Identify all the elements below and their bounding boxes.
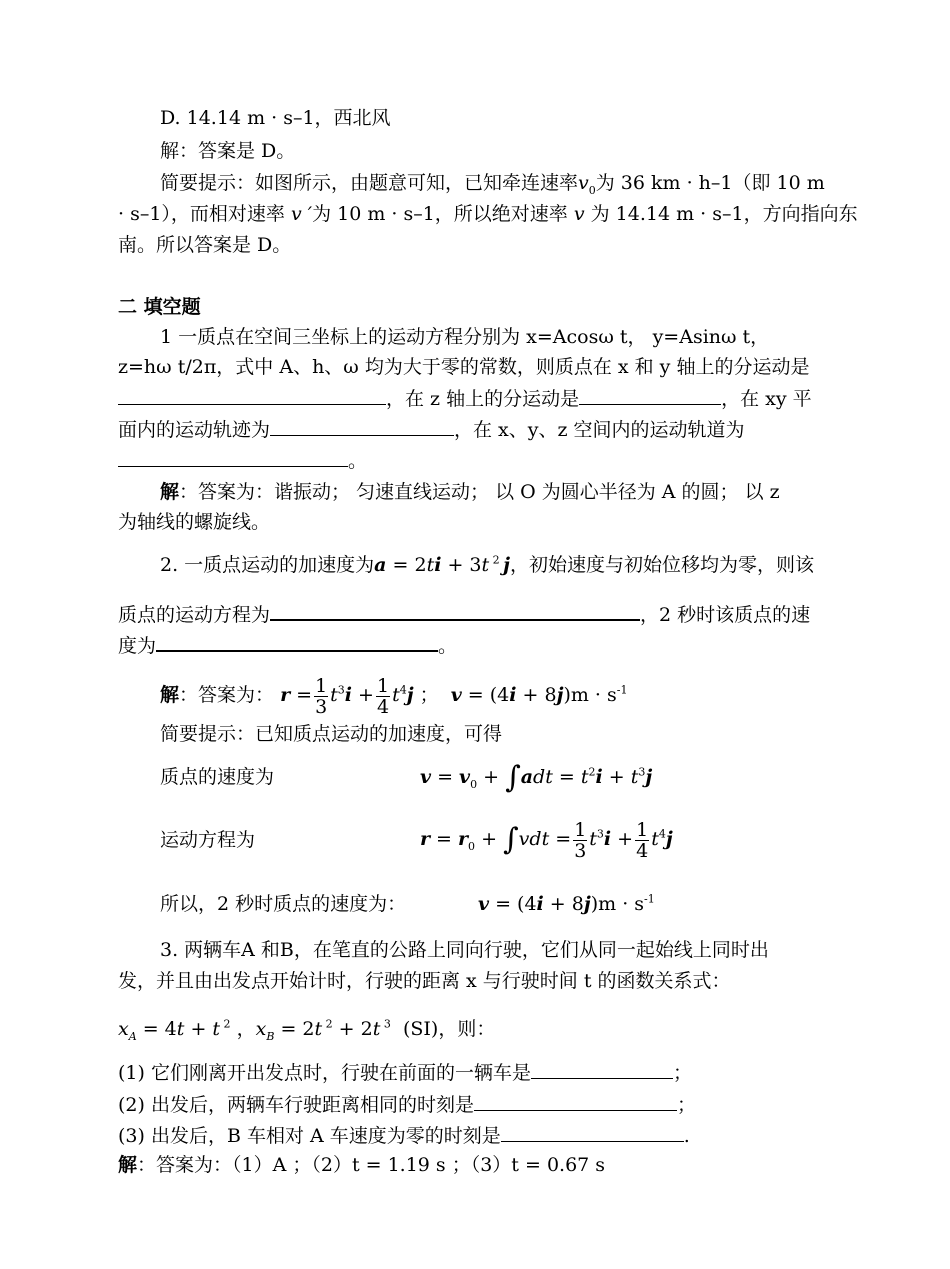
- q3-item-2: (2) 出发后，两辆车行驶距离相同的时刻是 ；: [118, 1094, 696, 1116]
- q3-blank-3[interactable]: [501, 1123, 684, 1142]
- q3-blank-1[interactable]: [531, 1060, 673, 1079]
- q2-blank-1[interactable]: [270, 601, 640, 621]
- accel-formula: a = 2ti + 3t $^2$ j: [374, 553, 511, 576]
- q1-blank-3[interactable]: [270, 417, 454, 436]
- q2-eq-formula: $r = r_0 + \int vdt$ = $\frac{1}{3}$ $t^3i$ + $\frac{1}{4}$ $t^4j$: [420, 818, 673, 862]
- q3-formula: $x_A = 4t + t$ $^2$ ，$x_B = 2t$ $^2$ + 2t $^3$ (SI)，则：: [118, 1017, 496, 1043]
- q2-vel-label: 质点的速度为: [160, 766, 275, 788]
- q3-blank-2[interactable]: [474, 1092, 677, 1111]
- q1-blank-1[interactable]: [118, 386, 386, 405]
- q2-hint: 简要提示：已知质点运动的加速度，可得: [160, 723, 503, 745]
- q2-conclusion-formula: $v = (4i + 8j)m \cdot s^{-1}$: [478, 892, 655, 915]
- q2-conclusion: 所以，2 秒时质点的速度为：: [160, 893, 407, 915]
- hint-line-1: 简要提示：如图所示，由题意可知，已知牵连速率$v_0$为 36 km · h–1（即 10 m: [160, 172, 825, 197]
- q1-line-5: 。: [118, 448, 367, 473]
- q3-item-3: (3) 出发后，B 车相对 A 车速度为零的时刻是 .: [118, 1125, 690, 1147]
- q2-answer: 解：答案为： r = $\frac{1}{3}$ $t^3i$ + $\frac{1}{4}$ $t^4j$ ； $v = (4i + 8j)m \cdot s^{-1}$: [160, 674, 628, 718]
- q1-line-2: z=hω t/2π，式中 A、h、ω 均为大于零的常数，则质点在 x 和 y 轴上的分运动是: [118, 356, 810, 378]
- option-d: D. 14.14 m · s–1，西北风: [160, 107, 391, 129]
- q2-line-3: 度为 。: [118, 632, 457, 658]
- q1-blank-4[interactable]: [118, 448, 348, 467]
- section-title: 二 填空题: [118, 296, 201, 318]
- q2-vel-formula: $v = v_0 + \int adt = t^2i + t^3j$: [420, 760, 653, 795]
- q1-answer-1: 解：答案为：谐振动； 匀速直线运动； 以 O 为圆心半径为 A 的圆； 以 z: [160, 481, 780, 503]
- q1-line-3: ，在 z 轴上的分运动是 ，在 xy 平: [118, 386, 812, 411]
- q2-eq-label: 运动方程为: [160, 829, 256, 851]
- answer-line: 解：答案是 D。: [160, 140, 296, 162]
- q3-item-1: (1) 它们刚离开出发点时，行驶在前面的一辆车是 ；: [118, 1062, 692, 1084]
- q1-line-4: 面内的运动轨迹为 ，在 x、y、z 空间内的运动轨道为: [118, 419, 745, 441]
- q2-line-2: 质点的运动方程为 ，2 秒时该质点的速: [118, 601, 810, 627]
- hint-line-2: · s–1），而相对速率 v ′为 10 m · s–1，所以绝对速率 v 为 14.14 m · s–1，方向指向东: [118, 203, 858, 225]
- q1-blank-2[interactable]: [579, 386, 721, 405]
- hint-line-3: 南。所以答案是 D。: [118, 234, 292, 256]
- q3-answer: 解：答案为：（1）A ；（2）t = 1.19 s ；（3）t = 0.67 s: [118, 1154, 606, 1176]
- q2-blank-2[interactable]: [156, 632, 438, 652]
- q2-line-1: 2. 一质点运动的加速度为a = 2ti + 3t $^2$ j，初始速度与初始位移均为零，则该: [160, 553, 815, 576]
- q1-line-1: 1 一质点在空间三坐标上的运动方程分别为 x=Acosω t， y=Asinω t，: [160, 326, 770, 348]
- q3-line-2: 发，并且由出发点开始计时，行驶的距离 x 与行驶时间 t 的函数关系式：: [118, 970, 731, 992]
- q3-line-1: 3. 两辆车A 和B，在笔直的公路上同向行驶，它们从同一起始线上同时出: [160, 939, 769, 961]
- q1-answer-2: 为轴线的螺旋线。: [118, 511, 271, 533]
